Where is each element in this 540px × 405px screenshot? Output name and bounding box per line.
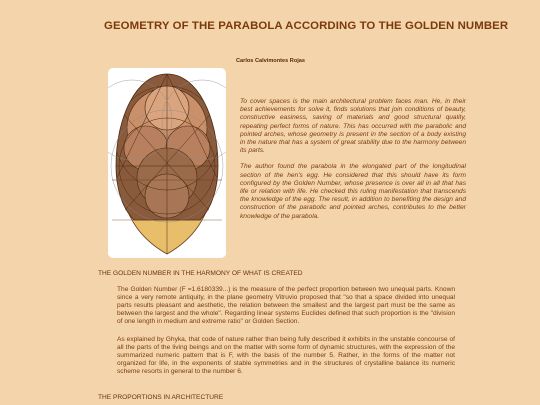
egg-geometry-figure — [108, 68, 226, 258]
section-heading-golden-number: THE GOLDEN NUMBER IN THE HARMONY OF WHAT IS CREATED — [98, 270, 303, 277]
section1-paragraph-2: As explained by Ghyka, that code of nature rather than being fully described it exhibits in the unstable concourse of all the parts of the living beings and on the matter with some form of dynamic structures, with the expression of the summarized numeric pattern that is F, with the basis of the number 5. Rather, in the forms of the matter not organized for life, in the exponents of stable symmetries and in the structures of crystalline balance its numeric scheme resorts in general to the number 6. — [117, 336, 455, 375]
section1-paragraph-1: The Golden Number (F =1.6180339...) is the measure of the perfect proportion between two unequal parts. Known since a very remote antiquity, in the plane geometry Vitruvio proposed that "so that a space divided into unequal parts results pleasant and aesthetic, the relation between the smallest and the largest part must be the same as between the largest and the whole". Regarding linear systems Euclides defined that such proportion is the "division of one length in medium and extreme ratio" or Golden Section. — [117, 286, 455, 325]
intro-paragraph-2: The author found the parabola in the elongated part of the longitudinal section of the hen's egg. He considered that this should have its form configured by the Golden Number, whose presence is over all in all that has life or relation with life. He checked this ruling manifestation that transcends the knowledge of the egg. The result, in addition to benefiting the design and construction of the parabolic and pointed arches, contributes to the better knowledge of the parabola. — [240, 163, 466, 220]
intro-text — [240, 98, 466, 229]
section-heading-proportions: THE PROPORTIONS IN ARCHITECTURE — [98, 394, 224, 401]
intro-paragraph-1: To cover spaces is the main architectural problem faces man. He, in their best achievements for solve it, finds solutions that join conditions of beauty, constructive easiness, saving of materials and good structural quality, repeating perfect forms of nature. This has occurred with the parabolic and pointed arches, whose geometry is present in the section of a body existing in the nature that has a system of great stability due to the harmony between its parts. — [240, 98, 466, 155]
page-title: GEOMETRY OF THE PARABOLA ACCORDING TO THE GOLDEN NUMBER — [104, 20, 509, 32]
author-name: Carlos Calvimontes Rojas — [236, 58, 306, 64]
parabola-egg-geometry-icon — [108, 68, 226, 258]
